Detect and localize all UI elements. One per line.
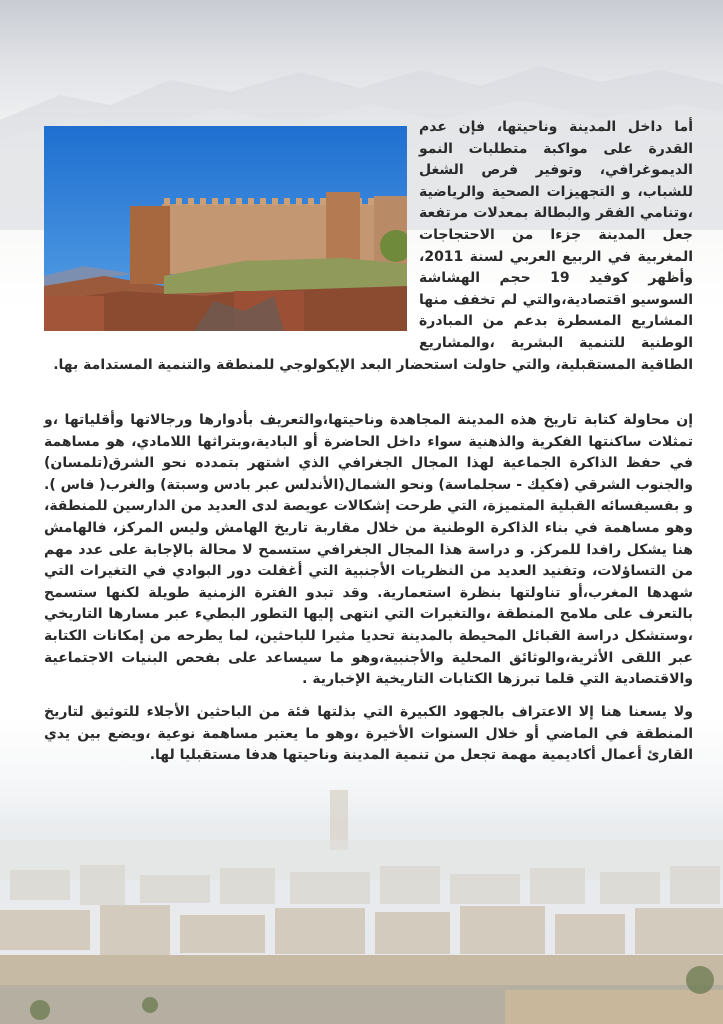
city-panorama-background xyxy=(0,780,723,1024)
paragraph-unrest xyxy=(44,117,693,376)
paragraph-acknowledgement: ولا يسعنا هنا إلا الاعتراف بالجهود الكبيرة التي بذلتها فئة من الباحثين الأجلاء للتوثيق لتاريخ المنطقة في الماضي أو خلال السنوات الأخيرة ،وهو ما يعتبر مساهمة نوعية ،ويضع بين يدي القارئ أعمال أكاديمية مهمة تجعل من تنمية المدينة وناحيتها هدفا مستقبليا لها. xyxy=(44,704,693,764)
paragraph-history: إن محاولة كتابة تاريخ هذه المدينة المجاهدة وناحيتها،والتعريف بأدوارها ورجالاتها وأقلياتها ،و تمثلات ساكنتها الفكرية والذهنية سواء داخل الحاضرة أو البادية،وبتراثها اللامادي، هو مساهمة في حفظ الذاكرة الجماعية لهذا المجال الجغرافي الذي اشتهر بتمدده نحو الشرق(تلمسان) والجنوب الشرقي (فكيك - سجلماسة) ونحو الشمال(الأندلس عبر بادس وسبتة) والغرب( فاس ). و بفسيفسائه القبلية المتميزة، التي طرحت إشكالات عويصة لدى العديد من الدارسين للمنطقة، وهو مساهمة في بناء الذاكرة الوطنية من خلال مقاربة تاريخ الهامش وليس المركز، فالهامش هنا يشكل رافدا للمركز. و دراسة هذا المجال الجغرافي ستسمح لا محالة بالإجابة على عدد مهم من التساؤلات، وتفنيد العديد من النظريات الأجنبية التي أغفلت دور البوادي في التغيرات التي شهدها المغرب،أو تناولتها بنظرة استعمارية. وقد تبدو الفترة الزمنية طويلة لكنها ستسمح بالتعرف على ملامح المنطقة ،والتغيرات التي انتهى إليها التطور البطيء عبر مسارها التاريخي ،وستشكل دراسة القبائل المحيطة بالمدينة تحديا مثيرا للباحثين، لما يطرحه من إمكانات الكتابة عبر اللقى الأثرية،والوثائق المحلية والأجنبية،وهو ما سيساعد على بفحص البنيات الاجتماعية والاقتصادية التي قلما تبرزها الكتابات التاريخية الإخبارية . xyxy=(44,412,693,688)
kasbah-photo xyxy=(44,126,407,331)
paragraph-1-text: أما داخل المدينة وناحيتها، فإن عدم القدرة على مواكبة متطلبات النمو الديموغرافي، وتوفير فرص الشغل للشباب، و التجهيزات الصحية والرياضية ،وتنامي الفقر والبطالة بمعدلات مرتفعة جعل المدينة جزءا من الاحتجاجات المغربية في الربيع العربي لسنة 2011، وأظهر كوفيد 19 حجم الهشاشة السوسيو اقتصادية،والتي لم تخفف منها المشاريع المسطرة بدعم من المبادرة الوطنية للتنمية البشرية ،والمشاريع الطاقية المستقبلية، والتي حاولت استحضار البعد الإيكولوجي للمنطقة والتنمية المستدامة بها. xyxy=(53,119,694,373)
